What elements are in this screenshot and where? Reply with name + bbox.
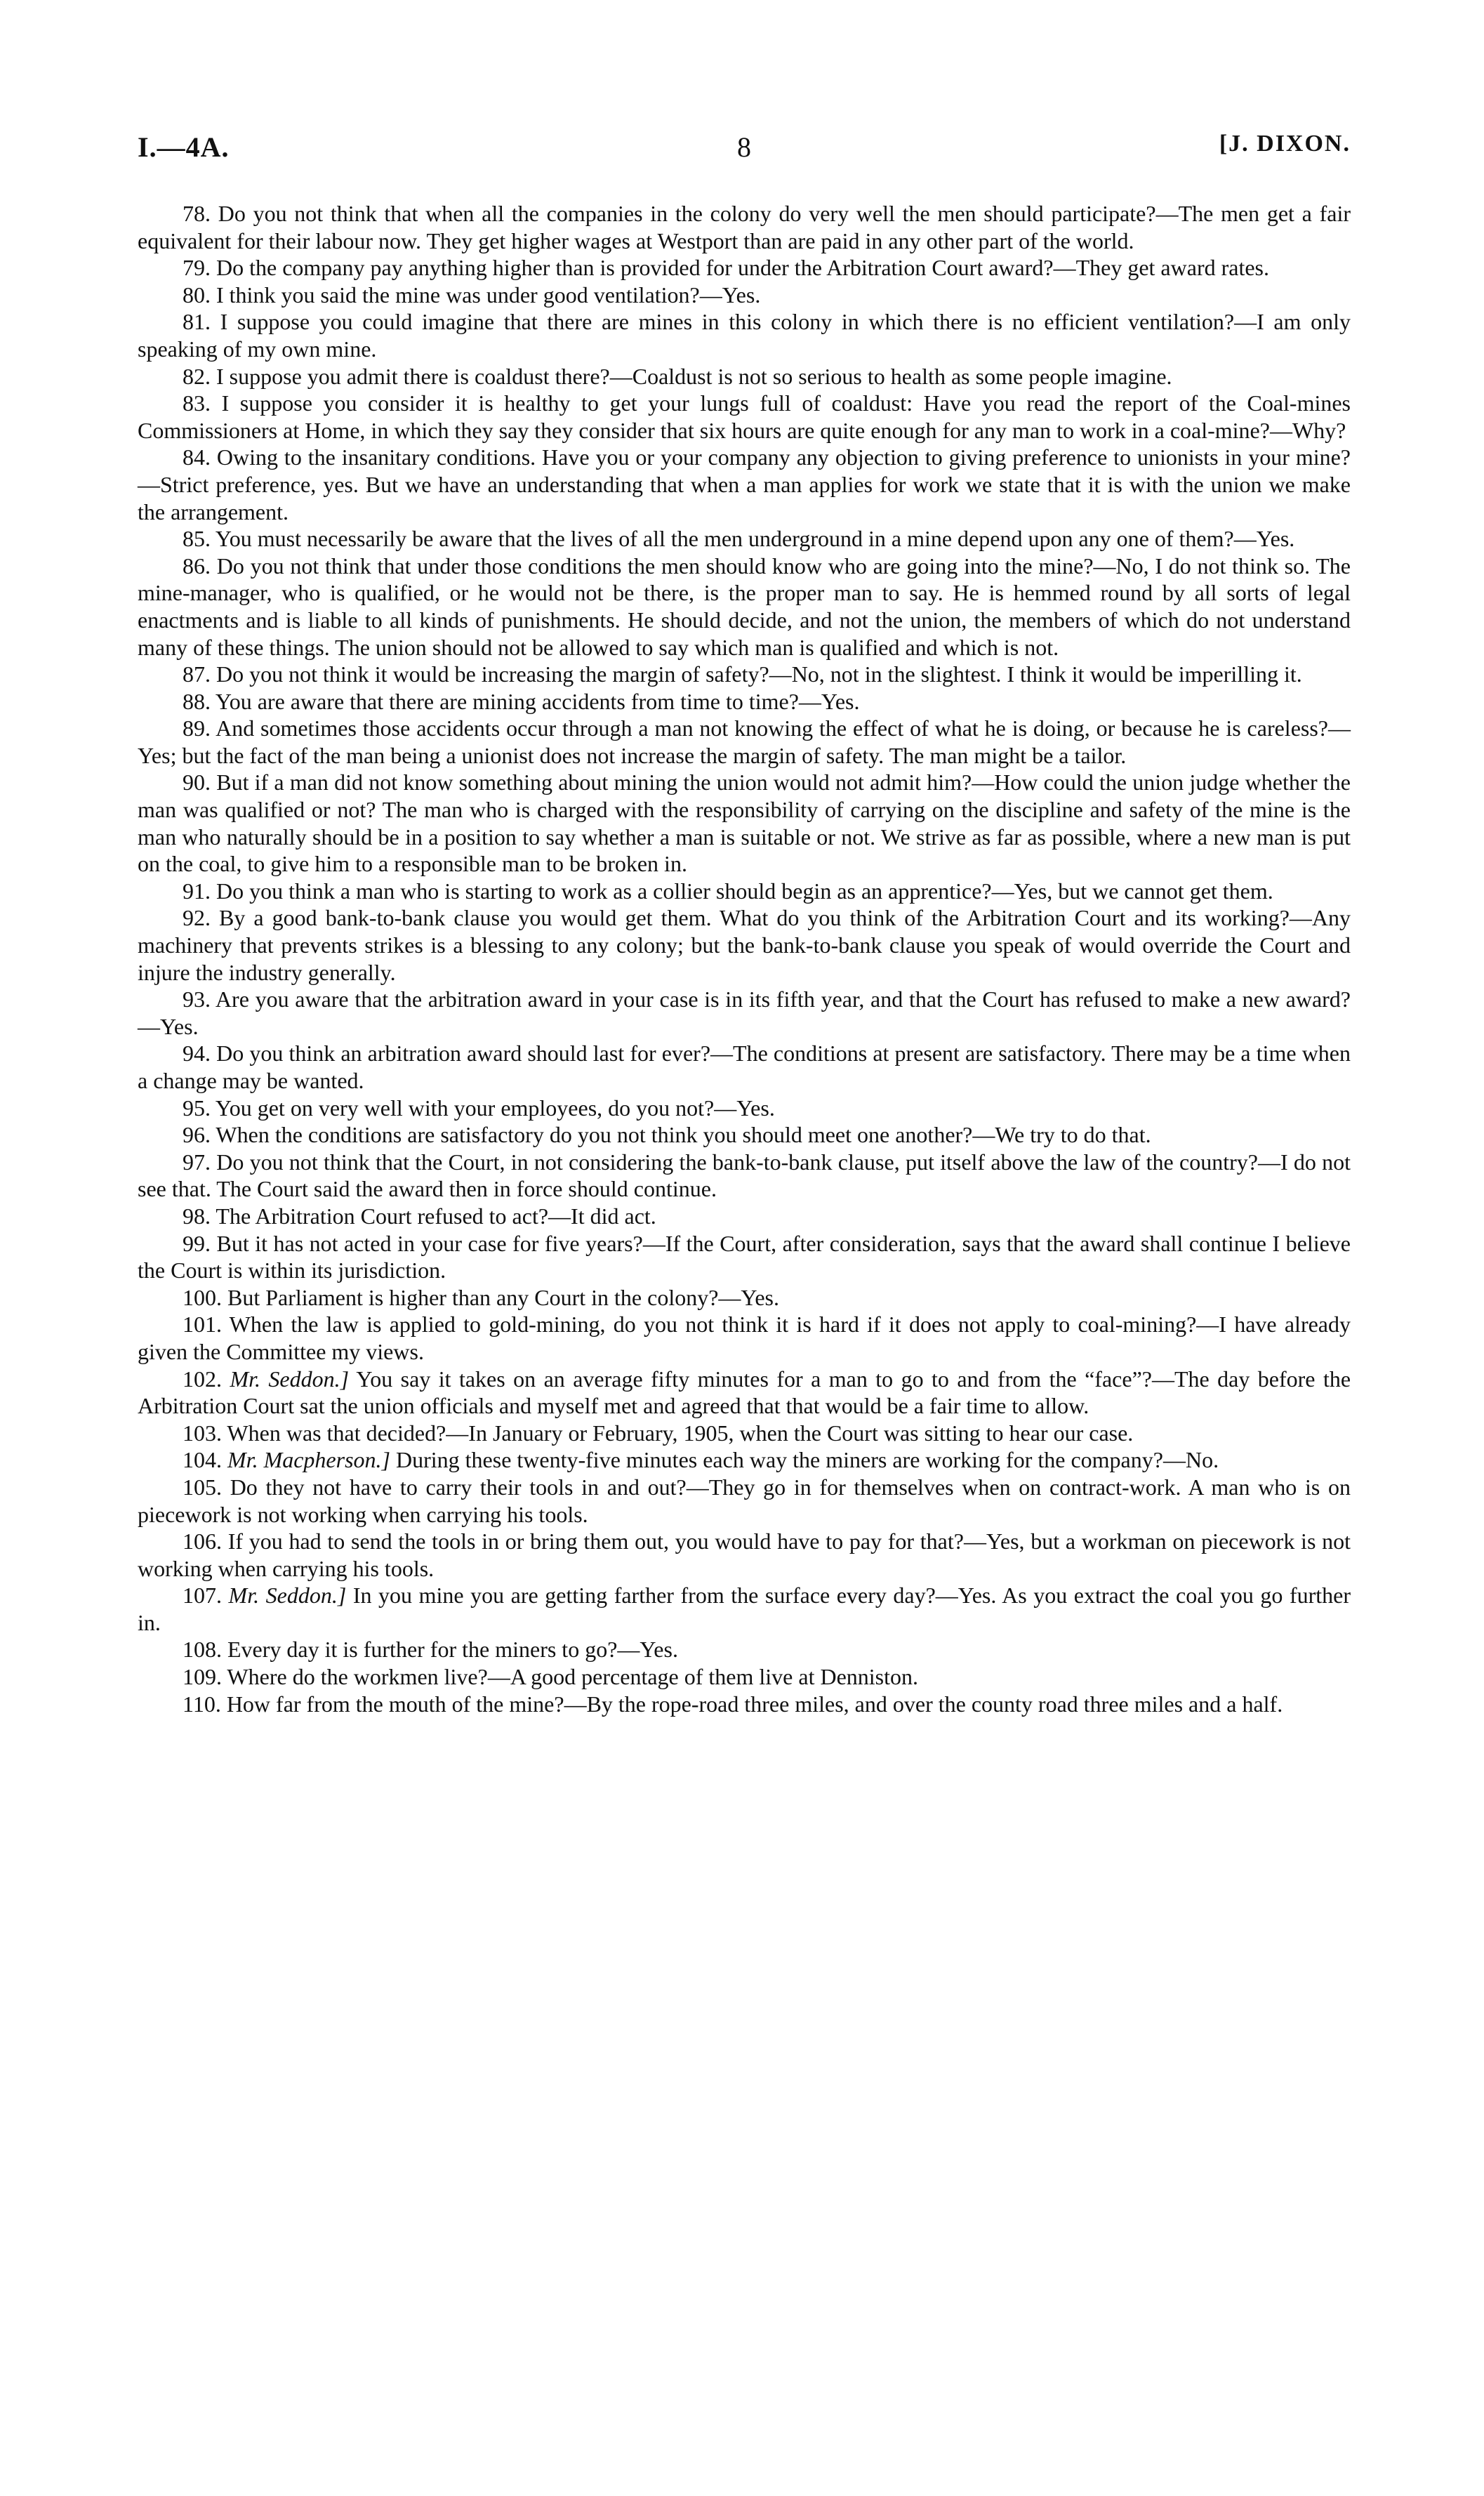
question-number: 94. xyxy=(183,1041,211,1067)
question-answer-text: Where do the workmen live?—A good percentage of them live at Denniston. xyxy=(227,1664,918,1690)
witness-name: [J. DIXON. xyxy=(1219,131,1351,157)
question-answer-paragraph xyxy=(138,1311,1351,1365)
question-answer-text: I suppose you could imagine that there are mines in this colony in which there is no efficient ventilation?—I am only speaking of my own mine. xyxy=(138,309,1351,362)
document-reference: I.—4A. xyxy=(138,131,230,163)
question-answer-text: When was that decided?—In January or February, 1905, when the Court was sitting to hear our case. xyxy=(227,1420,1134,1446)
question-answer-text: Do they not have to carry their tools in and out?—They go in for themselves when on contract-work. A man who is on piecework is not working when carrying his tools. xyxy=(138,1474,1351,1527)
question-answer-paragraph xyxy=(138,390,1351,444)
question-answer-text: You must necessarily be aware that the lives of all the men underground in a mine depend upon any one of them?—Yes. xyxy=(215,526,1295,552)
question-answer-text: Are you aware that the arbitration award in your case is in its fifth year, and that the Court has refused to make a new award?—Yes. xyxy=(138,986,1351,1039)
question-number: 83. xyxy=(183,390,211,416)
question-answer-paragraph xyxy=(138,1528,1351,1582)
question-answer-paragraph xyxy=(138,904,1351,986)
question-number: 82. xyxy=(183,363,211,389)
question-number: 101. xyxy=(183,1312,222,1338)
question-number: 81. xyxy=(183,309,211,335)
question-answer-text: In you mine you are getting farther from the surface every day?—Yes. As you extract the coal you go further in. xyxy=(138,1583,1351,1635)
question-answer-paragraph xyxy=(138,769,1351,877)
question-answer-text: The Arbitration Court refused to act?—It did act. xyxy=(216,1203,656,1229)
question-answer-text: Do you not think that when all the companies in the colony do very well the men should participate?—The men get a fair equivalent for their labour now. They get higher wages at Westport than are paid in any other part of the world. xyxy=(138,201,1351,253)
question-answer-text: Every day it is further for the miners to go?—Yes. xyxy=(227,1637,678,1663)
evidence-body xyxy=(138,200,1351,1717)
question-answer-paragraph xyxy=(138,1474,1351,1528)
question-answer-text: I suppose you admit there is coaldust there?—Coaldust is not so serious to health as some people imagine. xyxy=(216,363,1172,389)
question-answer-paragraph xyxy=(138,1230,1351,1284)
question-answer-text: By a good bank-to-bank clause you would get them. What do you think of the Arbitration Court and its working?—Any machinery that prevents strikes is a blessing to any colony; but the bank-to-bank clause you speak of would override the Court and injure the industry generally. xyxy=(138,905,1351,985)
question-answer-text: Do you not think it would be increasing the margin of safety?—No, not in the slightest. I think it would be imperilling it. xyxy=(216,661,1302,687)
question-number: 105. xyxy=(183,1474,222,1500)
question-answer-text: Do you think an arbitration award should last for ever?—The conditions at present are satisfactory. There may be a time when a change may be wanted. xyxy=(138,1041,1351,1093)
question-answer-paragraph xyxy=(138,1636,1351,1663)
speaker-label: Mr. Seddon.] xyxy=(228,1583,347,1609)
question-answer-text: But Parliament is higher than any Court in the colony?—Yes. xyxy=(227,1284,779,1310)
question-answer-paragraph xyxy=(138,553,1351,661)
question-number: 99. xyxy=(183,1230,211,1256)
question-answer-paragraph xyxy=(138,1040,1351,1094)
question-answer-text: I suppose you consider it is healthy to get your lungs full of coaldust: Have you read the report of the Coal-mines Commissioners at Home, in which they say they consider that six hours are quite enough for any man to work in a coal-mine?—Why? xyxy=(138,390,1351,443)
question-answer-text: Do you think a man who is starting to work as a collier should begin as an apprentice?—Yes, but we cannot get them. xyxy=(216,878,1273,904)
question-number: 102. xyxy=(183,1366,222,1392)
question-number: 95. xyxy=(183,1095,211,1121)
question-answer-text: And sometimes those accidents occur through a man not knowing the effect of what he is doing, or because he is careless?—Yes; but the fact of the man being a unionist does not increase the margin of safety. The man might be a tailor. xyxy=(138,715,1351,768)
question-answer-text: When the law is applied to gold-mining, do you not think it is hard if it does not apply to coal-mining?—I have already given the Committee my views. xyxy=(138,1312,1351,1364)
question-number: 90. xyxy=(183,770,211,795)
question-number: 78. xyxy=(183,201,211,226)
question-number: 103. xyxy=(183,1420,222,1446)
question-answer-paragraph xyxy=(138,525,1351,553)
question-number: 96. xyxy=(183,1122,211,1148)
question-answer-paragraph xyxy=(138,1420,1351,1447)
page-header xyxy=(138,131,1351,173)
question-number: 107. xyxy=(183,1583,222,1609)
question-answer-paragraph xyxy=(138,1663,1351,1691)
question-answer-text: Do you not think that the Court, in not considering the bank-to-bank clause, put itself above the law of the country?—I do not see that. The Court said the award then in force should continue. xyxy=(138,1149,1351,1202)
question-answer-text: Owing to the insanitary conditions. Have you or your company any objection to giving preference to unionists in your mine?—Strict preference, yes. But we have an understanding that when a man applies for work we state that it is with the union we make the arrangement. xyxy=(138,444,1351,524)
question-answer-text: When the conditions are satisfactory do you not think you should meet one another?—We try to do that. xyxy=(216,1122,1151,1148)
question-number: 98. xyxy=(183,1203,211,1229)
question-answer-text: How far from the mouth of the mine?—By the rope-road three miles, and over the county road three miles and a half. xyxy=(226,1691,1283,1717)
question-answer-text: During these twenty-five minutes each way the miners are working for the company?—No. xyxy=(395,1447,1219,1473)
question-answer-paragraph xyxy=(138,688,1351,715)
question-answer-paragraph xyxy=(138,1446,1351,1474)
question-number: 87. xyxy=(183,661,211,687)
question-number: 100. xyxy=(183,1284,222,1310)
question-answer-paragraph xyxy=(138,1582,1351,1636)
question-answer-text: If you had to send the tools in or bring them out, you would have to pay for that?—Yes, but a workman on piecework is not working when carrying his tools. xyxy=(138,1528,1351,1581)
question-answer-paragraph xyxy=(138,986,1351,1040)
question-answer-paragraph xyxy=(138,1203,1351,1230)
question-number: 91. xyxy=(183,878,211,904)
question-number: 88. xyxy=(183,688,211,714)
question-answer-text: I think you said the mine was under good ventilation?—Yes. xyxy=(216,282,761,308)
question-answer-paragraph xyxy=(138,444,1351,525)
question-answer-paragraph xyxy=(138,715,1351,769)
question-answer-paragraph xyxy=(138,1691,1351,1718)
question-number: 92. xyxy=(183,905,211,931)
question-number: 79. xyxy=(183,255,211,281)
speaker-label: Mr. Macpherson.] xyxy=(227,1447,390,1473)
question-number: 86. xyxy=(183,553,211,579)
question-answer-paragraph xyxy=(138,1366,1351,1420)
question-answer-paragraph xyxy=(138,363,1351,390)
question-answer-paragraph xyxy=(138,1284,1351,1312)
question-number: 104. xyxy=(183,1447,222,1473)
question-number: 89. xyxy=(183,715,211,741)
question-number: 110. xyxy=(183,1691,221,1717)
question-answer-paragraph xyxy=(138,1095,1351,1122)
question-answer-paragraph xyxy=(138,1121,1351,1149)
question-number: 108. xyxy=(183,1637,222,1663)
question-number: 109. xyxy=(183,1664,222,1690)
question-answer-paragraph xyxy=(138,254,1351,282)
question-answer-paragraph xyxy=(138,878,1351,905)
question-answer-paragraph xyxy=(138,661,1351,688)
question-answer-text: Do the company pay anything higher than is provided for under the Arbitration Court award?—They get award rates. xyxy=(216,255,1269,281)
question-answer-paragraph xyxy=(138,282,1351,309)
question-answer-text: But if a man did not know something about mining the union would not admit him?—How could the union judge whether the man was qualified or not? The man who is charged with the responsibility of carrying on the discipline and safety of the mine is the man who naturally should be in a position to say whether a man is suitable or not. We strive as far as possible, where a new man is put on the coal, to give him to a responsible man to be broken in. xyxy=(138,770,1351,877)
question-number: 93. xyxy=(183,986,211,1012)
question-number: 80. xyxy=(183,282,211,308)
question-number: 97. xyxy=(183,1149,211,1175)
question-answer-text: You say it takes on an average fifty minutes for a man to go to and from the “face”?—The day before the Arbitration Court sat the union officials and myself met and agreed that that would be a fair time to allow. xyxy=(138,1366,1351,1419)
question-number: 84. xyxy=(183,444,211,470)
question-answer-text: You are aware that there are mining accidents from time to time?—Yes. xyxy=(215,688,860,714)
question-answer-paragraph xyxy=(138,308,1351,362)
speaker-label: Mr. Seddon.] xyxy=(230,1366,350,1392)
question-answer-text: But it has not acted in your case for five years?—If the Court, after consideration, says that the award shall continue I believe the Court is within its jurisdiction. xyxy=(138,1230,1351,1283)
question-answer-text: Do you not think that under those conditions the men should know who are going into the mine?—No, I do not think so. The mine-manager, who is qualified, or he would not be there, is the proper man to say. He is hemmed round by all sorts of legal enactments and is liable to all kinds of punishments. He should decide, and not the union, the members of which do not understand many of these things. The union should not be allowed to say which man is qualified and which is not. xyxy=(138,553,1351,660)
question-answer-paragraph xyxy=(138,200,1351,254)
question-answer-text: You get on very well with your employees, do you not?—Yes. xyxy=(215,1095,775,1121)
question-answer-paragraph xyxy=(138,1149,1351,1203)
question-number: 106. xyxy=(183,1528,222,1554)
page-number: 8 xyxy=(737,131,751,163)
question-number: 85. xyxy=(183,526,211,552)
